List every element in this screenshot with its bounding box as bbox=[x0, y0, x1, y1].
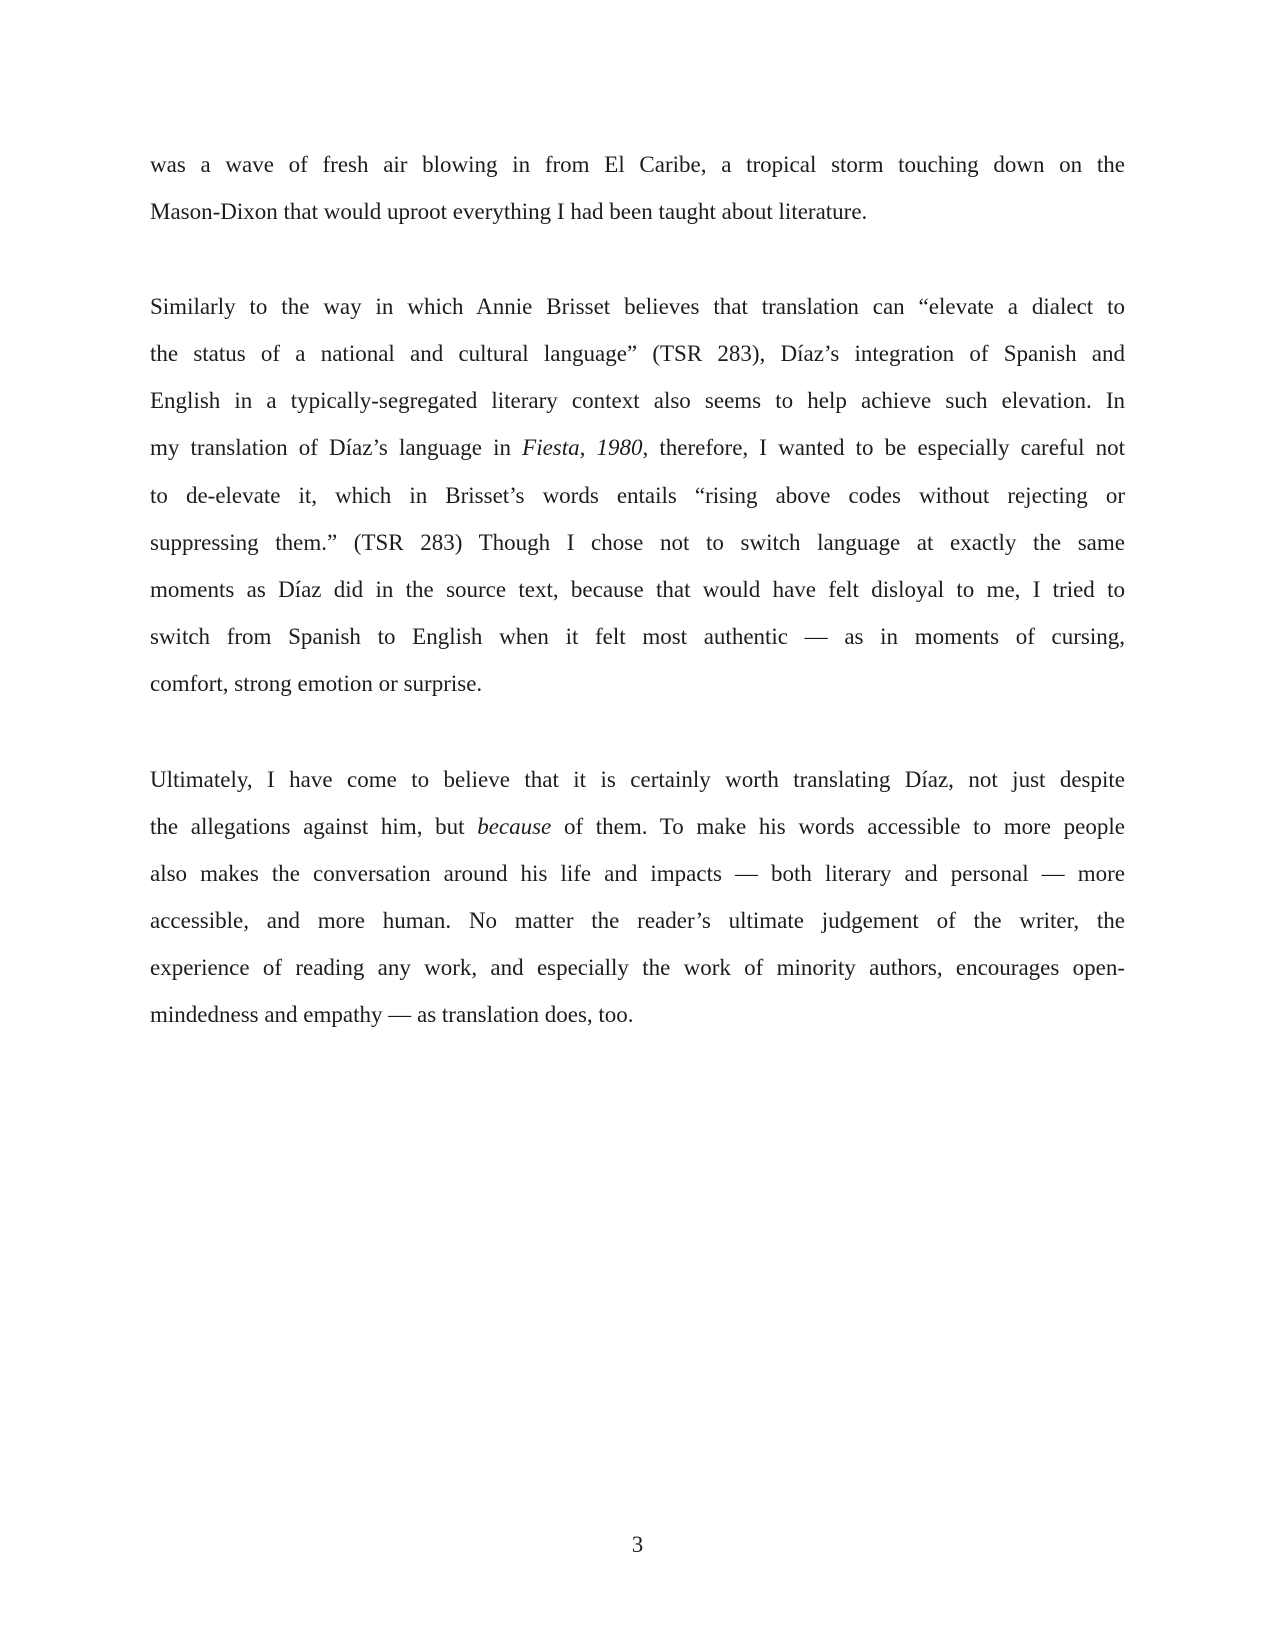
text-run: , therefore, I wanted to be especially careful not bbox=[642, 435, 1125, 460]
paragraph-1-line-2: Mason-Dixon that would uproot everything I had been taught about literature. bbox=[150, 199, 868, 224]
paragraph-2-line-1: Similarly to the way in which Annie Brisset believes that translation can “elevate a dialect to bbox=[150, 294, 1125, 319]
page-number: 3 bbox=[631, 1532, 644, 1557]
paragraph-3-line-2 bbox=[150, 812, 1125, 842]
paragraph-1-line-1: was a wave of fresh air blowing in from El Caribe, a tropical storm touching down on the bbox=[150, 152, 1125, 177]
paragraph-2-line-9: comfort, strong emotion or surprise. bbox=[150, 671, 483, 696]
text-run: the allegations against him, but bbox=[150, 814, 478, 839]
italic-word: because bbox=[477, 814, 552, 839]
paragraph-2-line-4 bbox=[150, 433, 1125, 463]
paragraph-3-line-4: accessible, and more human. No matter the reader’s ultimate judgement of the writer, the bbox=[150, 908, 1125, 933]
paragraph-2-line-5: to de-elevate it, which in Brisset’s words entails “rising above codes without rejecting or bbox=[150, 483, 1125, 508]
paragraph-2-line-7: moments as Díaz did in the source text, because that would have felt disloyal to me, I tried to bbox=[150, 577, 1125, 602]
paragraph-3-line-1: Ultimately, I have come to believe that it is certainly worth translating Díaz, not just despite bbox=[150, 767, 1125, 792]
paragraph-3-line-3: also makes the conversation around his life and impacts — both literary and personal — more bbox=[150, 861, 1125, 886]
paragraph-2-line-8: switch from Spanish to English when it felt most authentic — as in moments of cursing, bbox=[150, 624, 1125, 649]
text-run: of them. To make his words accessible to more people bbox=[551, 814, 1125, 839]
paragraph-3-line-6: mindedness and empathy — as translation does, too. bbox=[150, 1002, 634, 1027]
italic-title: Fiesta, 1980 bbox=[522, 435, 643, 460]
paragraph-2-line-2: the status of a national and cultural language” (TSR 283), Díaz’s integration of Spanish and bbox=[150, 341, 1125, 366]
paragraph-2-line-6: suppressing them.” (TSR 283) Though I chose not to switch language at exactly the same bbox=[150, 530, 1125, 555]
paragraph-2-line-3: English in a typically-segregated literary context also seems to help achieve such elevation. In bbox=[150, 388, 1125, 413]
paragraph-3-line-5: experience of reading any work, and especially the work of minority authors, encourages open- bbox=[150, 955, 1125, 980]
text-run: my translation of Díaz’s language in bbox=[150, 435, 523, 460]
